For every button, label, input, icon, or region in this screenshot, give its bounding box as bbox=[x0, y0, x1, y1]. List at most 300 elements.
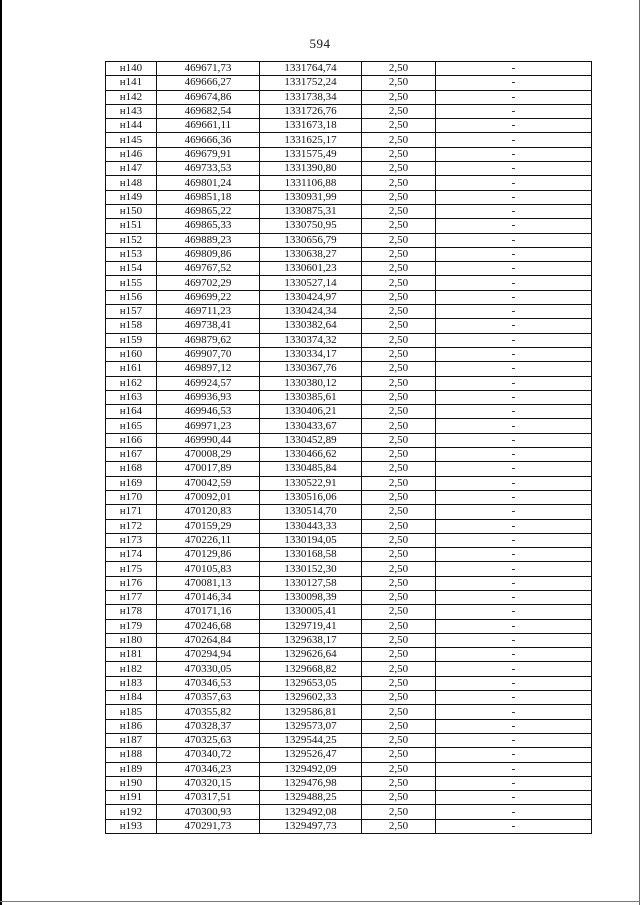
x-coordinate-cell: 470129,86 bbox=[157, 548, 260, 562]
point-id-cell: н179 bbox=[106, 619, 157, 633]
accuracy-cell: 2,50 bbox=[362, 691, 436, 705]
note-cell: - bbox=[436, 262, 592, 276]
y-coordinate-cell: 1330466,62 bbox=[260, 448, 362, 462]
x-coordinate-cell: 470092,01 bbox=[157, 490, 260, 504]
x-coordinate-cell: 469924,57 bbox=[157, 376, 260, 390]
x-coordinate-cell: 470171,16 bbox=[157, 605, 260, 619]
table-row bbox=[106, 247, 592, 261]
accuracy-cell: 2,50 bbox=[362, 276, 436, 290]
y-coordinate-cell: 1330194,05 bbox=[260, 533, 362, 547]
accuracy-cell: 2,50 bbox=[362, 805, 436, 819]
point-id-cell: н166 bbox=[106, 433, 157, 447]
table-row bbox=[106, 176, 592, 190]
point-id-cell: н181 bbox=[106, 648, 157, 662]
point-id-cell: н154 bbox=[106, 262, 157, 276]
point-id-cell: н170 bbox=[106, 490, 157, 504]
accuracy-cell: 2,50 bbox=[362, 390, 436, 404]
x-coordinate-cell: 470330,05 bbox=[157, 662, 260, 676]
point-id-cell: н186 bbox=[106, 719, 157, 733]
y-coordinate-cell: 1329492,08 bbox=[260, 805, 362, 819]
y-coordinate-cell: 1330522,91 bbox=[260, 476, 362, 490]
x-coordinate-cell: 469699,22 bbox=[157, 290, 260, 304]
y-coordinate-cell: 1331738,34 bbox=[260, 90, 362, 104]
accuracy-cell: 2,50 bbox=[362, 519, 436, 533]
note-cell: - bbox=[436, 76, 592, 90]
note-cell: - bbox=[436, 691, 592, 705]
x-coordinate-cell: 469674,86 bbox=[157, 90, 260, 104]
point-id-cell: н155 bbox=[106, 276, 157, 290]
table-row bbox=[106, 333, 592, 347]
accuracy-cell: 2,50 bbox=[362, 247, 436, 261]
accuracy-cell: 2,50 bbox=[362, 233, 436, 247]
point-id-cell: н167 bbox=[106, 448, 157, 462]
y-coordinate-cell: 1331390,80 bbox=[260, 162, 362, 176]
y-coordinate-cell: 1330380,12 bbox=[260, 376, 362, 390]
table-row bbox=[106, 605, 592, 619]
y-coordinate-cell: 1330334,17 bbox=[260, 347, 362, 361]
table-row bbox=[106, 390, 592, 404]
y-coordinate-cell: 1330485,84 bbox=[260, 462, 362, 476]
accuracy-cell: 2,50 bbox=[362, 776, 436, 790]
x-coordinate-cell: 470317,51 bbox=[157, 791, 260, 805]
y-coordinate-cell: 1329492,09 bbox=[260, 762, 362, 776]
note-cell: - bbox=[436, 462, 592, 476]
point-id-cell: н143 bbox=[106, 104, 157, 118]
point-id-cell: н176 bbox=[106, 576, 157, 590]
x-coordinate-cell: 469851,18 bbox=[157, 190, 260, 204]
note-cell: - bbox=[436, 762, 592, 776]
x-coordinate-cell: 469879,62 bbox=[157, 333, 260, 347]
table-row bbox=[106, 762, 592, 776]
accuracy-cell: 2,50 bbox=[362, 419, 436, 433]
note-cell: - bbox=[436, 576, 592, 590]
point-id-cell: н158 bbox=[106, 319, 157, 333]
y-coordinate-cell: 1331673,18 bbox=[260, 119, 362, 133]
point-id-cell: н144 bbox=[106, 119, 157, 133]
x-coordinate-cell: 469661,11 bbox=[157, 119, 260, 133]
x-coordinate-cell: 469809,86 bbox=[157, 247, 260, 261]
accuracy-cell: 2,50 bbox=[362, 791, 436, 805]
point-id-cell: н190 bbox=[106, 776, 157, 790]
y-coordinate-cell: 1329638,17 bbox=[260, 633, 362, 647]
accuracy-cell: 2,50 bbox=[362, 505, 436, 519]
table-row bbox=[106, 676, 592, 690]
note-cell: - bbox=[436, 290, 592, 304]
table-row bbox=[106, 276, 592, 290]
accuracy-cell: 2,50 bbox=[362, 362, 436, 376]
note-cell: - bbox=[436, 319, 592, 333]
x-coordinate-cell: 469946,53 bbox=[157, 405, 260, 419]
x-coordinate-cell: 469767,52 bbox=[157, 262, 260, 276]
y-coordinate-cell: 1330514,70 bbox=[260, 505, 362, 519]
table-row bbox=[106, 562, 592, 576]
table-row bbox=[106, 648, 592, 662]
table-row bbox=[106, 290, 592, 304]
table-row bbox=[106, 490, 592, 504]
accuracy-cell: 2,50 bbox=[362, 676, 436, 690]
point-id-cell: н165 bbox=[106, 419, 157, 433]
page-number: 594 bbox=[309, 36, 331, 51]
y-coordinate-cell: 1330931,99 bbox=[260, 190, 362, 204]
point-id-cell: н193 bbox=[106, 819, 157, 833]
accuracy-cell: 2,50 bbox=[362, 662, 436, 676]
x-coordinate-cell: 469936,93 bbox=[157, 390, 260, 404]
accuracy-cell: 2,50 bbox=[362, 119, 436, 133]
note-cell: - bbox=[436, 119, 592, 133]
accuracy-cell: 2,50 bbox=[362, 733, 436, 747]
y-coordinate-cell: 1329653,05 bbox=[260, 676, 362, 690]
table-row bbox=[106, 448, 592, 462]
accuracy-cell: 2,50 bbox=[362, 204, 436, 218]
accuracy-cell: 2,50 bbox=[362, 162, 436, 176]
accuracy-cell: 2,50 bbox=[362, 462, 436, 476]
y-coordinate-cell: 1330374,32 bbox=[260, 333, 362, 347]
note-cell: - bbox=[436, 276, 592, 290]
accuracy-cell: 2,50 bbox=[362, 147, 436, 161]
note-cell: - bbox=[436, 648, 592, 662]
table-row bbox=[106, 791, 592, 805]
table-row bbox=[106, 119, 592, 133]
y-coordinate-cell: 1331106,88 bbox=[260, 176, 362, 190]
table-row bbox=[106, 691, 592, 705]
note-cell: - bbox=[436, 662, 592, 676]
x-coordinate-cell: 470120,83 bbox=[157, 505, 260, 519]
table-row bbox=[106, 590, 592, 604]
accuracy-cell: 2,50 bbox=[362, 633, 436, 647]
point-id-cell: н162 bbox=[106, 376, 157, 390]
accuracy-cell: 2,50 bbox=[362, 476, 436, 490]
accuracy-cell: 2,50 bbox=[362, 562, 436, 576]
table-row bbox=[106, 662, 592, 676]
x-coordinate-cell: 470105,83 bbox=[157, 562, 260, 576]
y-coordinate-cell: 1331625,17 bbox=[260, 133, 362, 147]
point-id-cell: н141 bbox=[106, 76, 157, 90]
note-cell: - bbox=[436, 90, 592, 104]
note-cell: - bbox=[436, 562, 592, 576]
note-cell: - bbox=[436, 204, 592, 218]
point-id-cell: н171 bbox=[106, 505, 157, 519]
page-edge-bottom bbox=[0, 901, 640, 902]
x-coordinate-cell: 469671,73 bbox=[157, 62, 260, 76]
note-cell: - bbox=[436, 533, 592, 547]
x-coordinate-cell: 470264,84 bbox=[157, 633, 260, 647]
y-coordinate-cell: 1330452,89 bbox=[260, 433, 362, 447]
note-cell: - bbox=[436, 176, 592, 190]
y-coordinate-cell: 1329544,25 bbox=[260, 733, 362, 747]
accuracy-cell: 2,50 bbox=[362, 533, 436, 547]
y-coordinate-cell: 1329586,81 bbox=[260, 705, 362, 719]
accuracy-cell: 2,50 bbox=[362, 762, 436, 776]
y-coordinate-cell: 1330516,06 bbox=[260, 490, 362, 504]
table-row bbox=[106, 433, 592, 447]
x-coordinate-cell: 470159,29 bbox=[157, 519, 260, 533]
table-row bbox=[106, 805, 592, 819]
y-coordinate-cell: 1329488,25 bbox=[260, 791, 362, 805]
accuracy-cell: 2,50 bbox=[362, 548, 436, 562]
note-cell: - bbox=[436, 62, 592, 76]
x-coordinate-cell: 469865,22 bbox=[157, 204, 260, 218]
point-id-cell: н180 bbox=[106, 633, 157, 647]
y-coordinate-cell: 1330385,61 bbox=[260, 390, 362, 404]
x-coordinate-cell: 470355,82 bbox=[157, 705, 260, 719]
table-row bbox=[106, 519, 592, 533]
note-cell: - bbox=[436, 419, 592, 433]
point-id-cell: н140 bbox=[106, 62, 157, 76]
accuracy-cell: 2,50 bbox=[362, 62, 436, 76]
table-row bbox=[106, 705, 592, 719]
point-id-cell: н173 bbox=[106, 533, 157, 547]
point-id-cell: н156 bbox=[106, 290, 157, 304]
y-coordinate-cell: 1330098,39 bbox=[260, 590, 362, 604]
accuracy-cell: 2,50 bbox=[362, 90, 436, 104]
table-row bbox=[106, 733, 592, 747]
accuracy-cell: 2,50 bbox=[362, 648, 436, 662]
y-coordinate-cell: 1330433,67 bbox=[260, 419, 362, 433]
point-id-cell: н146 bbox=[106, 147, 157, 161]
table-row bbox=[106, 204, 592, 218]
note-cell: - bbox=[436, 104, 592, 118]
x-coordinate-cell: 469907,70 bbox=[157, 347, 260, 361]
x-coordinate-cell: 470081,13 bbox=[157, 576, 260, 590]
note-cell: - bbox=[436, 748, 592, 762]
x-coordinate-cell: 470017,89 bbox=[157, 462, 260, 476]
point-id-cell: н149 bbox=[106, 190, 157, 204]
x-coordinate-cell: 470294,94 bbox=[157, 648, 260, 662]
y-coordinate-cell: 1329626,64 bbox=[260, 648, 362, 662]
table-row bbox=[106, 90, 592, 104]
y-coordinate-cell: 1329719,41 bbox=[260, 619, 362, 633]
note-cell: - bbox=[436, 476, 592, 490]
table-row bbox=[106, 233, 592, 247]
table-row bbox=[106, 147, 592, 161]
point-id-cell: н153 bbox=[106, 247, 157, 261]
x-coordinate-cell: 469865,33 bbox=[157, 219, 260, 233]
point-id-cell: н150 bbox=[106, 204, 157, 218]
table-row bbox=[106, 319, 592, 333]
note-cell: - bbox=[436, 805, 592, 819]
y-coordinate-cell: 1330424,34 bbox=[260, 305, 362, 319]
accuracy-cell: 2,50 bbox=[362, 76, 436, 90]
x-coordinate-cell: 470346,23 bbox=[157, 762, 260, 776]
note-cell: - bbox=[436, 590, 592, 604]
point-id-cell: н169 bbox=[106, 476, 157, 490]
x-coordinate-cell: 469738,41 bbox=[157, 319, 260, 333]
x-coordinate-cell: 469990,44 bbox=[157, 433, 260, 447]
accuracy-cell: 2,50 bbox=[362, 376, 436, 390]
table-row bbox=[106, 776, 592, 790]
note-cell: - bbox=[436, 819, 592, 833]
table-row bbox=[106, 576, 592, 590]
point-id-cell: н191 bbox=[106, 791, 157, 805]
point-id-cell: н160 bbox=[106, 347, 157, 361]
y-coordinate-cell: 1329602,33 bbox=[260, 691, 362, 705]
y-coordinate-cell: 1330152,30 bbox=[260, 562, 362, 576]
x-coordinate-cell: 470300,93 bbox=[157, 805, 260, 819]
accuracy-cell: 2,50 bbox=[362, 619, 436, 633]
table-row bbox=[106, 748, 592, 762]
y-coordinate-cell: 1330638,27 bbox=[260, 247, 362, 261]
y-coordinate-cell: 1330750,95 bbox=[260, 219, 362, 233]
note-cell: - bbox=[436, 433, 592, 447]
point-id-cell: н157 bbox=[106, 305, 157, 319]
point-id-cell: н152 bbox=[106, 233, 157, 247]
page-edge-left bbox=[0, 0, 2, 905]
point-id-cell: н172 bbox=[106, 519, 157, 533]
table-row bbox=[106, 476, 592, 490]
point-id-cell: н187 bbox=[106, 733, 157, 747]
y-coordinate-cell: 1331726,76 bbox=[260, 104, 362, 118]
y-coordinate-cell: 1329573,07 bbox=[260, 719, 362, 733]
y-coordinate-cell: 1330424,97 bbox=[260, 290, 362, 304]
note-cell: - bbox=[436, 147, 592, 161]
point-id-cell: н182 bbox=[106, 662, 157, 676]
point-id-cell: н164 bbox=[106, 405, 157, 419]
y-coordinate-cell: 1330601,23 bbox=[260, 262, 362, 276]
accuracy-cell: 2,50 bbox=[362, 490, 436, 504]
coordinates-table bbox=[105, 61, 592, 834]
y-coordinate-cell: 1330656,79 bbox=[260, 233, 362, 247]
y-coordinate-cell: 1329497,73 bbox=[260, 819, 362, 833]
y-coordinate-cell: 1331752,24 bbox=[260, 76, 362, 90]
coordinates-table-body bbox=[106, 62, 592, 834]
table-row bbox=[106, 405, 592, 419]
x-coordinate-cell: 469679,91 bbox=[157, 147, 260, 161]
point-id-cell: н145 bbox=[106, 133, 157, 147]
y-coordinate-cell: 1329476,98 bbox=[260, 776, 362, 790]
accuracy-cell: 2,50 bbox=[362, 319, 436, 333]
note-cell: - bbox=[436, 362, 592, 376]
note-cell: - bbox=[436, 333, 592, 347]
note-cell: - bbox=[436, 705, 592, 719]
table-row bbox=[106, 362, 592, 376]
x-coordinate-cell: 470325,63 bbox=[157, 733, 260, 747]
note-cell: - bbox=[436, 305, 592, 319]
x-coordinate-cell: 470246,68 bbox=[157, 619, 260, 633]
x-coordinate-cell: 469733,53 bbox=[157, 162, 260, 176]
table-row bbox=[106, 62, 592, 76]
y-coordinate-cell: 1330005,41 bbox=[260, 605, 362, 619]
x-coordinate-cell: 469666,36 bbox=[157, 133, 260, 147]
table-row bbox=[106, 162, 592, 176]
y-coordinate-cell: 1330127,58 bbox=[260, 576, 362, 590]
point-id-cell: н163 bbox=[106, 390, 157, 404]
y-coordinate-cell: 1331575,49 bbox=[260, 147, 362, 161]
x-coordinate-cell: 470328,37 bbox=[157, 719, 260, 733]
note-cell: - bbox=[436, 605, 592, 619]
x-coordinate-cell: 469971,23 bbox=[157, 419, 260, 433]
y-coordinate-cell: 1329668,82 bbox=[260, 662, 362, 676]
x-coordinate-cell: 470340,72 bbox=[157, 748, 260, 762]
note-cell: - bbox=[436, 505, 592, 519]
x-coordinate-cell: 469897,12 bbox=[157, 362, 260, 376]
y-coordinate-cell: 1330527,14 bbox=[260, 276, 362, 290]
accuracy-cell: 2,50 bbox=[362, 705, 436, 719]
accuracy-cell: 2,50 bbox=[362, 405, 436, 419]
x-coordinate-cell: 469682,54 bbox=[157, 104, 260, 118]
x-coordinate-cell: 470226,11 bbox=[157, 533, 260, 547]
point-id-cell: н159 bbox=[106, 333, 157, 347]
table-row bbox=[106, 305, 592, 319]
point-id-cell: н188 bbox=[106, 748, 157, 762]
accuracy-cell: 2,50 bbox=[362, 347, 436, 361]
accuracy-cell: 2,50 bbox=[362, 333, 436, 347]
note-cell: - bbox=[436, 619, 592, 633]
table-row bbox=[106, 619, 592, 633]
x-coordinate-cell: 469711,23 bbox=[157, 305, 260, 319]
accuracy-cell: 2,50 bbox=[362, 219, 436, 233]
table-row bbox=[106, 190, 592, 204]
y-coordinate-cell: 1330443,33 bbox=[260, 519, 362, 533]
x-coordinate-cell: 470346,53 bbox=[157, 676, 260, 690]
table-row bbox=[106, 462, 592, 476]
note-cell: - bbox=[436, 719, 592, 733]
x-coordinate-cell: 469666,27 bbox=[157, 76, 260, 90]
point-id-cell: н184 bbox=[106, 691, 157, 705]
x-coordinate-cell: 470042,59 bbox=[157, 476, 260, 490]
point-id-cell: н147 bbox=[106, 162, 157, 176]
point-id-cell: н175 bbox=[106, 562, 157, 576]
point-id-cell: н189 bbox=[106, 762, 157, 776]
note-cell: - bbox=[436, 390, 592, 404]
note-cell: - bbox=[436, 791, 592, 805]
note-cell: - bbox=[436, 190, 592, 204]
table-row bbox=[106, 347, 592, 361]
note-cell: - bbox=[436, 490, 592, 504]
note-cell: - bbox=[436, 162, 592, 176]
point-id-cell: н151 bbox=[106, 219, 157, 233]
accuracy-cell: 2,50 bbox=[362, 719, 436, 733]
point-id-cell: н148 bbox=[106, 176, 157, 190]
accuracy-cell: 2,50 bbox=[362, 448, 436, 462]
table-row bbox=[106, 505, 592, 519]
y-coordinate-cell: 1329526,47 bbox=[260, 748, 362, 762]
point-id-cell: н161 bbox=[106, 362, 157, 376]
accuracy-cell: 2,50 bbox=[362, 433, 436, 447]
note-cell: - bbox=[436, 376, 592, 390]
note-cell: - bbox=[436, 133, 592, 147]
table-row bbox=[106, 819, 592, 833]
note-cell: - bbox=[436, 776, 592, 790]
note-cell: - bbox=[436, 548, 592, 562]
accuracy-cell: 2,50 bbox=[362, 176, 436, 190]
accuracy-cell: 2,50 bbox=[362, 104, 436, 118]
accuracy-cell: 2,50 bbox=[362, 605, 436, 619]
note-cell: - bbox=[436, 233, 592, 247]
table-row bbox=[106, 548, 592, 562]
accuracy-cell: 2,50 bbox=[362, 576, 436, 590]
table-row bbox=[106, 76, 592, 90]
accuracy-cell: 2,50 bbox=[362, 133, 436, 147]
note-cell: - bbox=[436, 733, 592, 747]
table-row bbox=[106, 533, 592, 547]
accuracy-cell: 2,50 bbox=[362, 305, 436, 319]
accuracy-cell: 2,50 bbox=[362, 590, 436, 604]
point-id-cell: н177 bbox=[106, 590, 157, 604]
note-cell: - bbox=[436, 347, 592, 361]
accuracy-cell: 2,50 bbox=[362, 190, 436, 204]
y-coordinate-cell: 1331764,74 bbox=[260, 62, 362, 76]
note-cell: - bbox=[436, 448, 592, 462]
y-coordinate-cell: 1330382,64 bbox=[260, 319, 362, 333]
point-id-cell: н174 bbox=[106, 548, 157, 562]
table-row bbox=[106, 419, 592, 433]
table-row bbox=[106, 104, 592, 118]
point-id-cell: н168 bbox=[106, 462, 157, 476]
table-row bbox=[106, 262, 592, 276]
x-coordinate-cell: 470357,63 bbox=[157, 691, 260, 705]
note-cell: - bbox=[436, 247, 592, 261]
x-coordinate-cell: 470320,15 bbox=[157, 776, 260, 790]
